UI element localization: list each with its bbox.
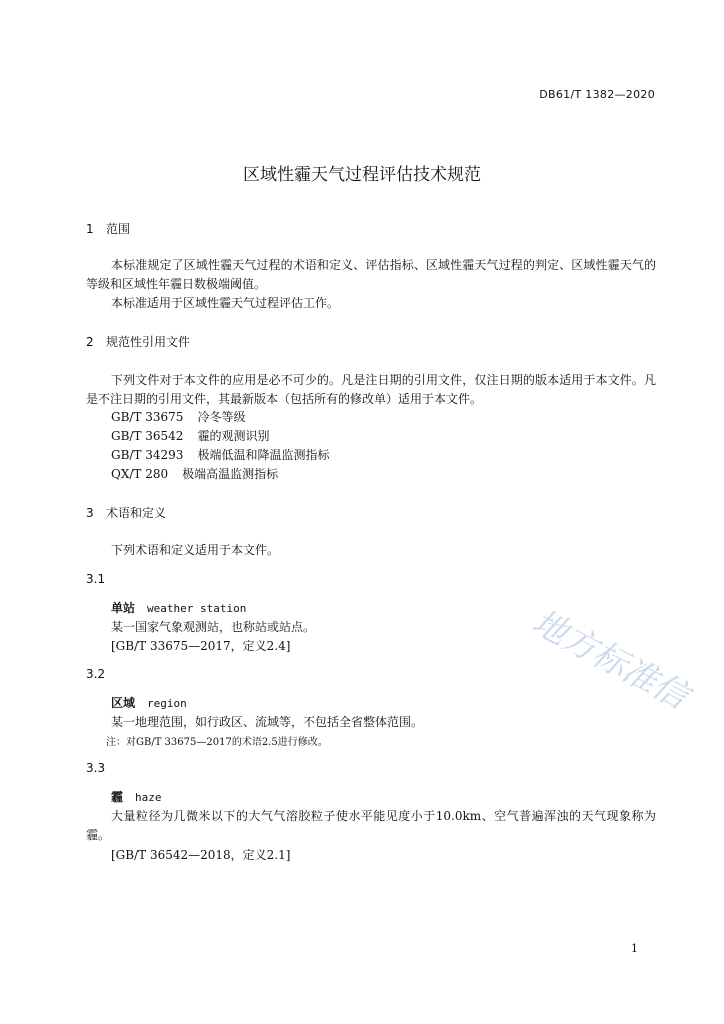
section-title: 规范性引用文件 [106,335,191,349]
term-heading [111,788,162,805]
term-definition: 大量粒径为几微米以下的大气气溶胶粒子使水平能见度小于10.0km、空气普遍浑浊的天气现象称为霾。 [86,809,656,842]
reference-code: GB/T 34293 [111,448,184,462]
reference-item [111,427,269,444]
term-english: weather station [147,602,247,615]
section-3-heading [86,504,166,521]
reference-code: QX/T 280 [111,467,169,481]
reference-item [111,408,245,425]
term-english: haze [135,791,162,804]
term-definition: 某一国家气象观测站，也称站或站点。 [111,620,316,634]
reference-code: GB/T 36542 [111,429,184,443]
section-title: 范围 [106,222,131,236]
term-heading [111,694,187,711]
section-number: 1 [86,222,94,236]
section-1-paragraph-1: 本标准规定了区域性霾天气过程的术语和定义、评估指标、区域性霾天气过程的判定、区域性霾天气的等级和区域性年霾日数极端阈值。 [86,258,656,291]
reference-name: 冷冬等级 [197,410,246,424]
section-title: 术语和定义 [106,506,167,520]
reference-code: GB/T 33675 [111,410,184,424]
reference-name: 极端高温监测指标 [182,467,279,481]
term-chinese: 区域 [111,696,136,710]
term-source: [GB/T 33675—2017，定义2.4] [111,639,291,653]
term-chinese: 霾 [111,790,124,804]
document-title: 区域性霾天气过程评估技术规范 [243,165,481,185]
term-heading [111,599,246,616]
term-number: 3.3 [86,761,106,775]
reference-name: 霾的观测识别 [197,429,270,443]
term-number: 3.1 [86,572,106,586]
term-note: 注：对GB/T 33675—2017的术语2.5进行修改。 [106,737,328,748]
section-3-paragraph-1: 下列术语和定义适用于本文件。 [111,543,280,557]
section-2-heading [86,333,190,350]
term-source: [GB/T 36542—2018，定义2.1] [111,848,291,862]
page-number: 1 [631,942,638,955]
section-1-paragraph-2: 本标准适用于区域性霾天气过程评估工作。 [111,296,340,310]
standard-code: DB61/T 1382—2020 [539,88,655,101]
watermark-text: 地方标准信 [525,602,695,718]
term-chinese: 单站 [111,601,136,615]
section-number: 2 [86,335,94,349]
section-2-paragraph-1: 下列文件对于本文件的应用是必不可少的。凡是注日期的引用文件，仅注日期的版本适用于本文件。凡是不注日期的引用文件，其最新版本（包括所有的修改单）适用于本文件。 [86,373,656,406]
reference-name: 极端低温和降温监测指标 [197,448,330,462]
term-english: region [147,697,187,710]
section-1-heading [86,220,130,237]
term-definition: 某一地理范围，如行政区、流域等，不包括全省整体范围。 [111,715,424,729]
term-number: 3.2 [86,667,106,681]
section-number: 3 [86,506,94,520]
reference-item [111,465,278,482]
reference-item [111,446,329,463]
